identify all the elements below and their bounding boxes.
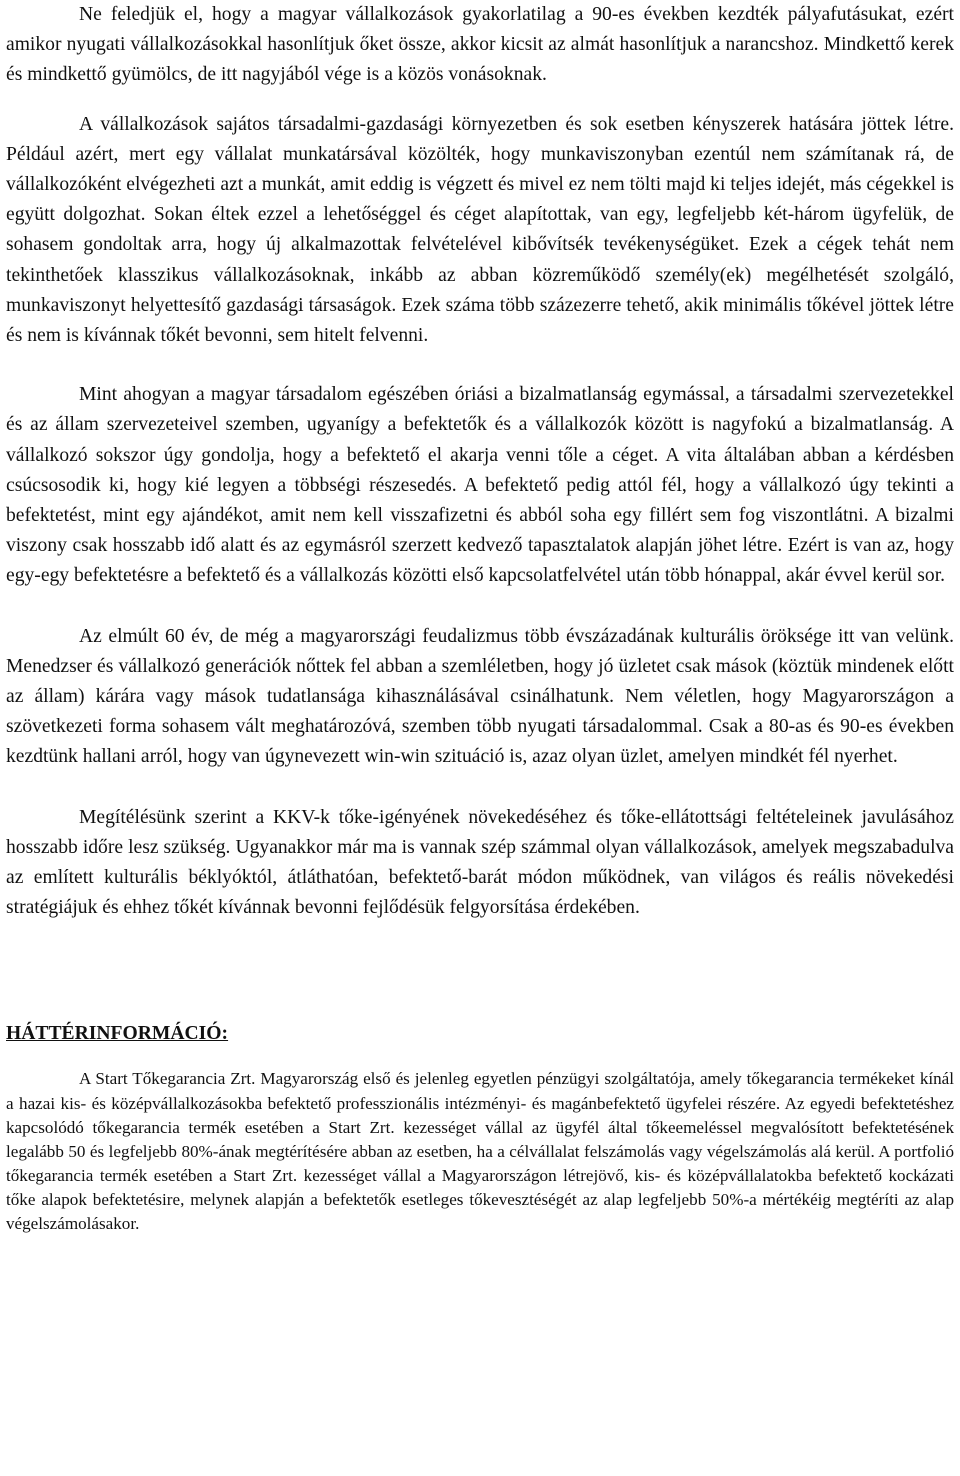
paragraph-1: Ne feledjük el, hogy a magyar vállalkozások gyakorlatilag a 90-es években kezdték pályafutásukat, ezért amikor nyugati vállalkozásokkal hasonlítjuk őket össze, akkor kicsit az almát hasonlítjuk a narancshoz. Mindkettő kerek és mindkettő gyümölcs, de itt nagyjából vége is a közös vonásoknak. — [6, 4, 954, 86]
background-text: A Start Tőkegarancia Zrt. Magyarország első és jelenleg egyetlen pénzügyi szolgáltatója, amely tőkegarancia termékeket kínál a hazai kis- és középvállalkozásokba befektető professzionális intézményi- és magánbefektető ügyfelei részére. Az egyedi befektetéshez kapcsolódó tőkegarancia termék esetében a Start Zrt. kezességet vállal az ügyfél által tőkeemeléssel megvalósított befektetésének legalább 50 és legfeljebb 80%-ának megtérítésére abban az esetben, ha a célvállalat felszámolás vagy végelszámolás alá kerül. A portfolió tőkegarancia termék esetében a Start Zrt. kezességet vállal a Magyarországon létrejövő, kis- és középvállalatokba befektető kockázati tőke alapok befektetésire, melynek alapján a befektetők esetleges tőkevesztéségét az alap legfeljebb 50%-a mértékéig megtéríti az alap végelszámolásakor. — [6, 1069, 954, 1234]
document-page — [6, 0, 954, 1236]
paragraph-2: A vállalkozások sajátos társadalmi-gazdasági környezetben és sok esetben kényszerek hatására jöttek létre. Például azért, mert egy vállalat munkatársával közölték, hogy munkaviszonyban ezentúl nem számítanak rá, de vállalkozóként elvégezheti azt a munkát, amit eddig is végzett és mivel ez nem tölti majd ki teljes idejét, más cégekkel is együtt dolgozhat. Sokan éltek ezzel a lehetőséggel és céget alapítottak, van egy, legfeljebb két-három ügyfelük, de sohasem gondoltak arra, hogy új alkalmazottak felvételével kibővítsék tevékenységüket. Ezek a cégek tehát nem tekinthetőek klasszikus vállalkozásoknak, inkább az abban közreműködő személy(ek) megélhetését szolgáló, munkaviszonyt helyettesítő gazdasági társaságok. Ezek száma több százezerre tehető, akik minimális tőkével jöttek létre és nem is kívánnak tőkét bevonni, sem hitelt felvenni. — [6, 113, 954, 347]
paragraph-4: Az elmúlt 60 év, de még a magyarországi feudalizmus több évszázadának kulturális öröksége itt van velünk. Menedzser és vállalkozó generációk nőttek fel abban a szemléletben, hogy jó üzletet csak mások (köztük mindenek előtt az állam) kárára vagy mások tudatlansága kihasználásával csinálhatunk. Nem véletlen, hogy Magyarországon a szövetkezeti forma sohasem vált meghatározóvá, szemben több nyugati társadalommal. Csak a 80-as és 90-es években kezdtünk hallani arról, hogy van úgynevezett win-win szituáció is, azaz olyan üzlet, amelyen mindkét fél nyerhet. — [6, 625, 954, 768]
background-heading: HÁTTÉRINFORMÁCIÓ: — [6, 1023, 229, 1045]
paragraph-5: Megítélésünk szerint a KKV-k tőke-igényének növekedéséhez és tőke-ellátottsági feltételeinek javulásához hosszabb időre lesz szükség. Ugyanakkor már ma is vannak szép számmal olyan vállalkozások, amelyek megszabadulva az említett kulturális béklyóktól, átláthatóan, befektető-barát módon működnek, van világos és reális növekedési stratégiájuk és ehhez tőkét kívánnak bevonni fejlődésük felgyorsítása érdekében. — [6, 806, 954, 919]
paragraph-3: Mint ahogyan a magyar társadalom egészében óriási a bizalmatlanság egymással, a társadalmi szervezetekkel és az állam szervezeteivel szemben, ugyanígy a befektetők és a vállalkozók között is nagyfokú a bizalmatlanság. A vállalkozó sokszor úgy gondolja, hogy a befektető el akarja venni tőle a céget. A vita általában abban a kérdésben csúcsosodik ki, hogy kié legyen a többségi részesedés. A befektető pedig attól fél, hogy a vállalkozó úgy tekinti a befektetést, mint egy ajándékot, amit nem kell visszafizetni és abból soha egy fillért sem fog viszontlátni. A bizalmi viszony csak hosszabb idő alatt és az egymásról szerzett kedvező tapasztalatok alapján jöhet létre. Ezért is van az, hogy egy-egy befektetésre a befektető és a vállalkozás közötti első kapcsolatfelvétel után több hónappal, akár évvel kerül sor. — [6, 384, 954, 587]
